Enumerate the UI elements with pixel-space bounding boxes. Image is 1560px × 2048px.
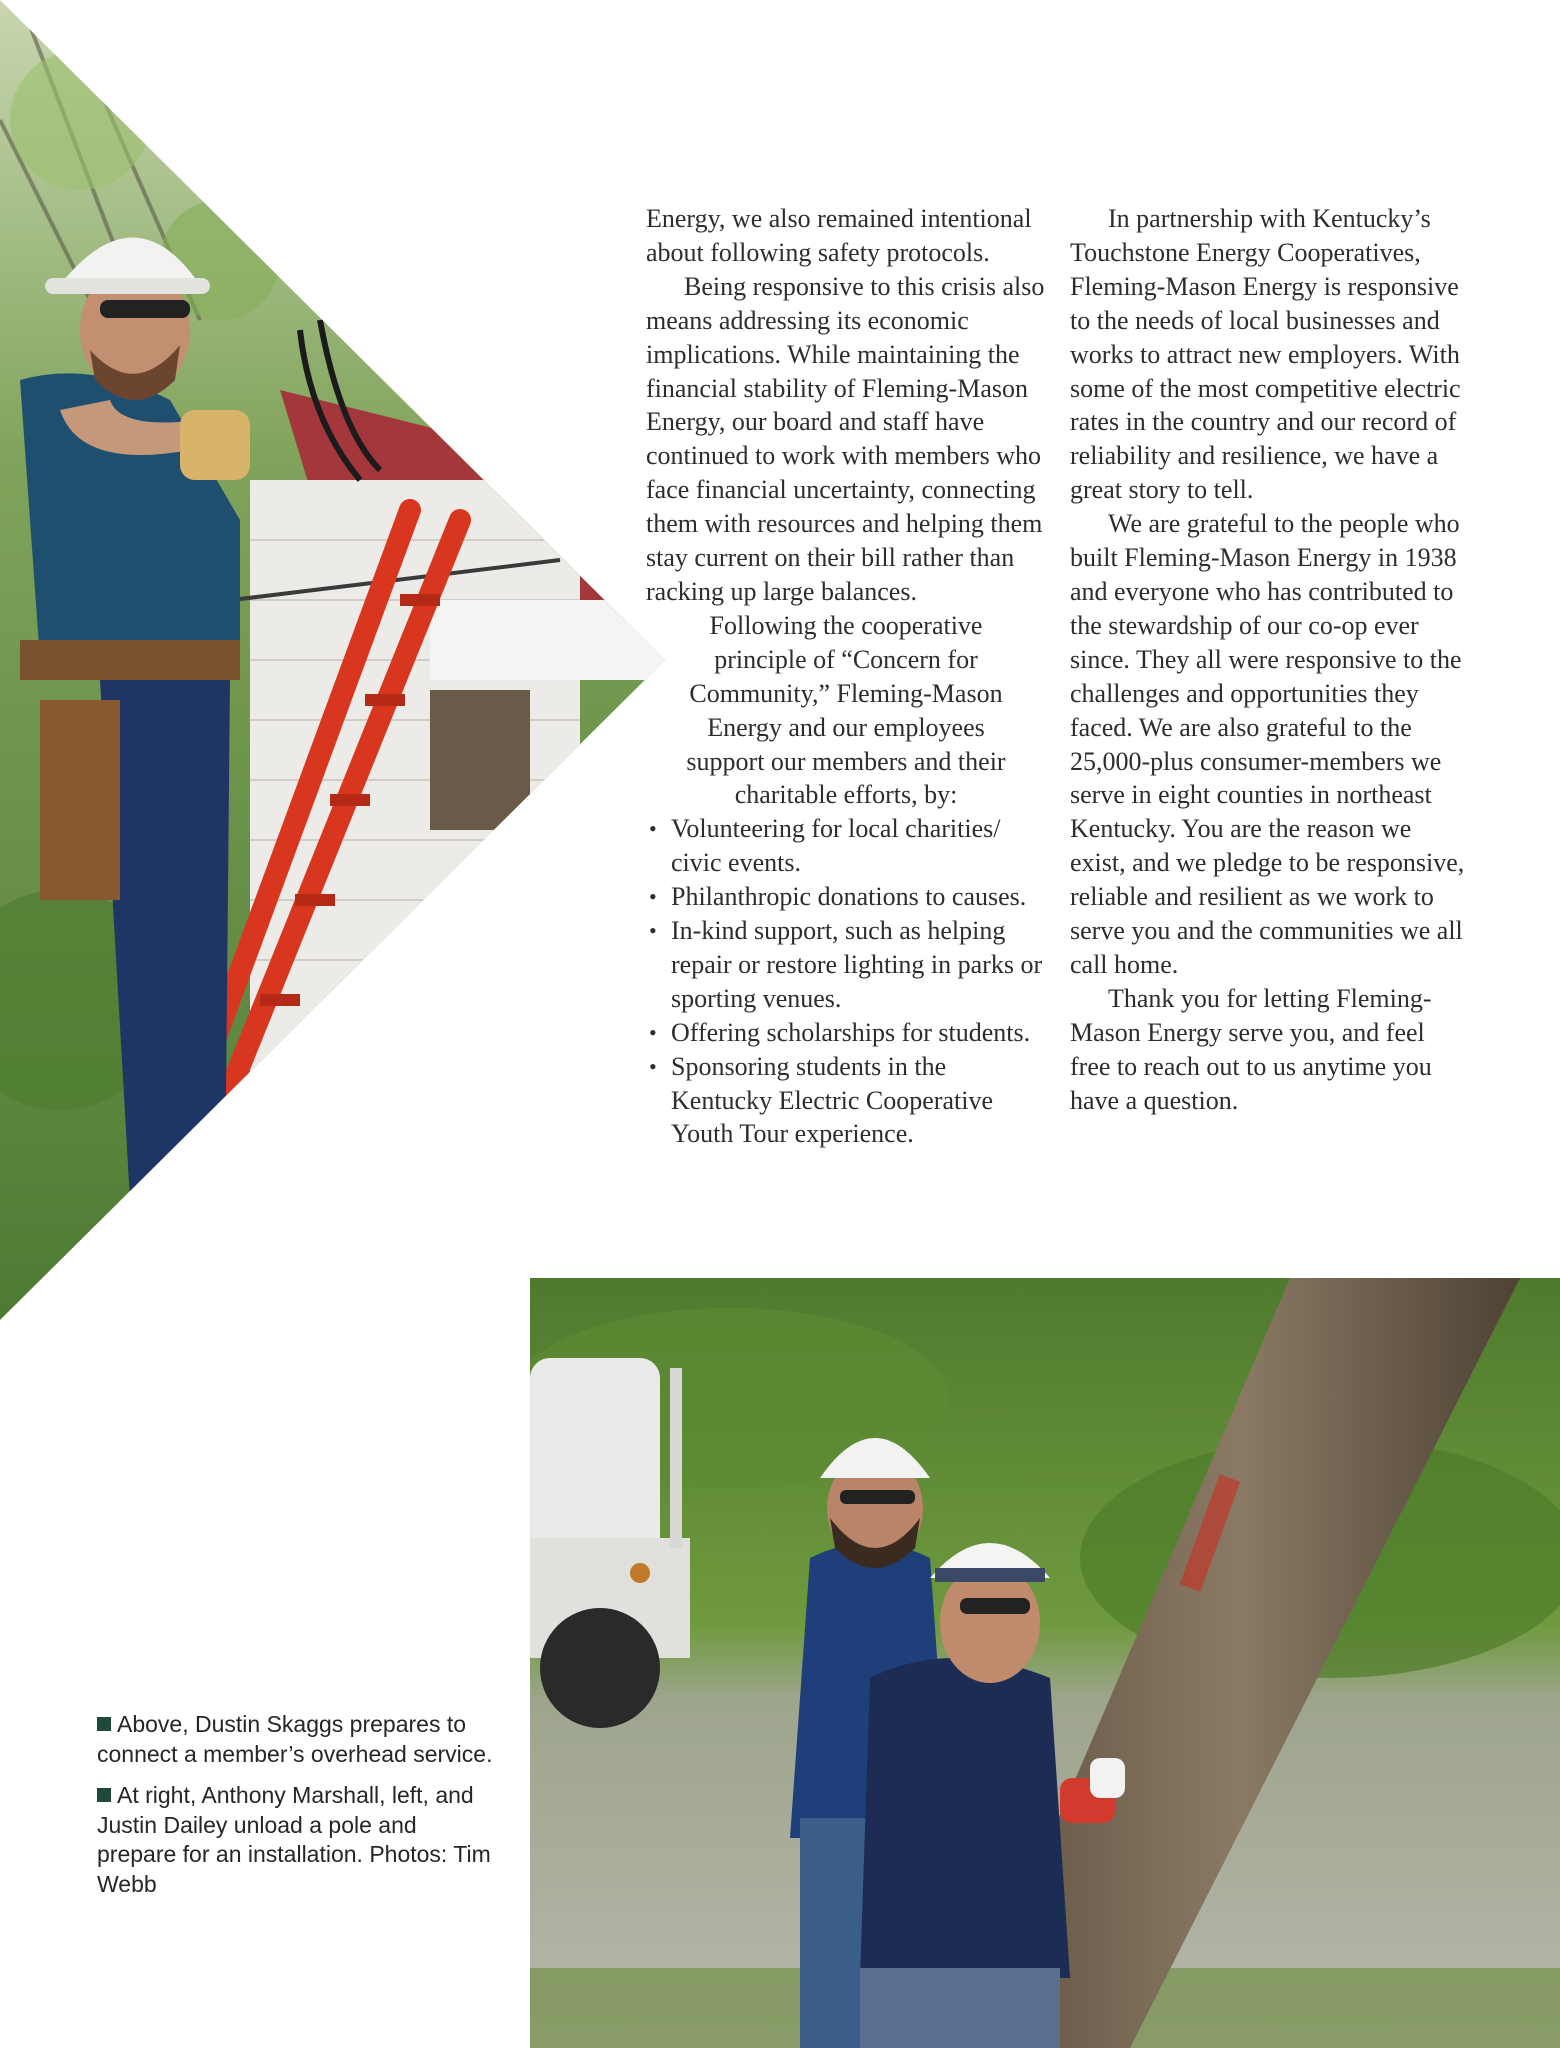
lineman-ladder-photo [0, 0, 665, 1320]
photo-captions [97, 1710, 497, 1911]
list-item: • Sponsoring students in the Kentucky Electric Cooperative Youth Tour experience. [671, 1050, 1046, 1152]
caption-right [97, 1781, 497, 1899]
caption-right-text: At right, Anthony Marshall, left, and Justin Dailey unload a pole and prepare for an installation. Photos: Tim Webb [97, 1782, 491, 1897]
right-paragraph-2: We are grateful to the people who built Fleming-Mason Energy in 1938 and everyone who has contributed to the stewardship of our co-op ever since. They all were responsive to the challenges and opportunities they faced. We are also grateful to the 25,000-plus consumer-members we serve in eight counties in northeast Kentucky. You are the reason we exist, and we pledge to be responsive, reliable and resilient as we work to serve you and the communities we all call home. [1070, 509, 1465, 979]
right-paragraph-3: Thank you for letting Fleming-Mason Energy serve you, and feel free to reach out to us anytime you have a question. [1070, 983, 1432, 1115]
article-left-column [646, 202, 1046, 1151]
left-paragraph-1: Energy, we also remained intentional about following safety protocols. [646, 204, 1032, 267]
list-item: • In-kind support, such as helping repair or restore lighting in parks or sporting venues. [671, 914, 1046, 1016]
list-item: • Philanthropic donations to causes. [671, 880, 1046, 914]
charitable-support-list [646, 812, 1046, 1151]
right-paragraph-1: In partnership with Kentucky’s Touchstone Energy Cooperatives, Fleming-Mason Energy is responsive to the needs of local businesses and works to attract new employers. With some of the most competitive electric rates in the country and our record of reliability and resilience, we have a great story to tell. [1070, 204, 1461, 505]
caption-square-icon [97, 1788, 111, 1802]
article-right-column [1070, 202, 1470, 1117]
left-paragraph-2: Being responsive to this crisis also means addressing its economic implications. While maintaining the financial stability of Fleming-Mason Energy, our board and staff have continued to work with members who face financial uncertainty, connecting them with resources and helping them stay current on their bill rather than racking up large balances. [646, 271, 1045, 606]
caption-square-icon [97, 1717, 111, 1731]
left-paragraph-3: Following the cooperative principle of “Concern for Community,” Fleming-Mason Energy and our employees support our members and their charitable efforts, by: [686, 610, 1006, 810]
caption-above-text: Above, Dustin Skaggs prepares to connect a member’s overhead service. [97, 1711, 493, 1767]
pole-unloading-illustration [530, 1278, 1560, 2048]
list-item: • Volunteering for local charities/ civic events. [671, 812, 1046, 880]
pole-unloading-photo [530, 1278, 1560, 2048]
lineman-ladder-illustration [0, 0, 665, 1320]
list-item: • Offering scholarships for students. [671, 1016, 1046, 1050]
caption-above [97, 1710, 497, 1769]
